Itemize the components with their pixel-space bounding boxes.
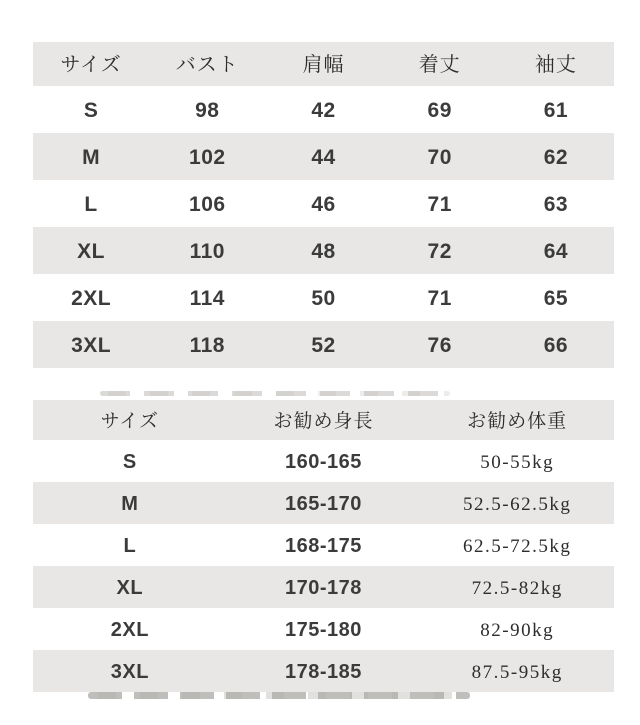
height-range: 160-165 — [285, 451, 362, 473]
height-range: 168-175 — [285, 535, 362, 557]
measurement-table-header-row — [33, 42, 614, 86]
table-row-2xl — [33, 608, 614, 650]
column-header-length: 着丈 — [418, 54, 461, 76]
shoulder-value: 46 — [311, 193, 336, 216]
shoulder-value: 42 — [311, 99, 336, 122]
size-label: S — [83, 99, 99, 122]
bust-value: 102 — [189, 146, 226, 169]
size-label: 2XL — [71, 287, 112, 310]
column-header-size: サイズ — [60, 54, 122, 76]
length-value: 71 — [427, 287, 452, 310]
table-row-m — [33, 482, 614, 524]
height-range: 175-180 — [285, 619, 362, 641]
bust-value: 110 — [189, 240, 225, 263]
sleeve-value: 64 — [543, 240, 569, 263]
weight-range: 72.5-82kg — [471, 577, 563, 599]
column-header-recommended-height: お勧め身長 — [273, 410, 374, 432]
measurement-table — [33, 42, 614, 368]
height-range: 165-170 — [285, 493, 362, 515]
table-row-3xl — [33, 321, 614, 368]
size-label: L — [84, 193, 98, 216]
weight-range: 82-90kg — [480, 619, 555, 641]
table-row-2xl — [33, 274, 614, 321]
table-row-s — [33, 440, 614, 482]
column-header-sleeve: 袖丈 — [534, 54, 577, 76]
shoulder-value: 50 — [311, 287, 336, 310]
sleeve-value: 61 — [543, 99, 569, 122]
bust-value: 118 — [189, 334, 225, 357]
column-header-recommended-weight: お勧め体重 — [467, 410, 568, 432]
torn-paper-edge-bottom — [88, 692, 470, 699]
length-value: 71 — [427, 193, 452, 216]
height-range: 178-185 — [285, 661, 362, 683]
size-label: 3XL — [71, 334, 112, 357]
bust-value: 114 — [189, 287, 225, 310]
length-value: 69 — [427, 99, 452, 122]
sleeve-value: 62 — [543, 146, 569, 169]
sleeve-value: 65 — [543, 287, 569, 310]
size-label: S — [122, 451, 137, 473]
recommendation-table-header-row — [33, 400, 614, 440]
table-row-xl — [33, 227, 614, 274]
recommendation-table — [33, 400, 614, 692]
size-label: XL — [77, 240, 106, 263]
length-value: 70 — [427, 146, 452, 169]
length-value: 72 — [427, 240, 452, 263]
height-range: 170-178 — [285, 577, 362, 599]
bust-value: 106 — [189, 193, 226, 216]
table-row-3xl — [33, 650, 614, 692]
size-label: M — [82, 146, 101, 169]
weight-range: 87.5-95kg — [471, 661, 563, 683]
weight-range: 52.5-62.5kg — [463, 493, 572, 515]
table-row-l — [33, 180, 614, 227]
weight-range: 62.5-72.5kg — [463, 535, 572, 557]
torn-paper-edge-middle — [100, 391, 450, 396]
column-header-bust: バスト — [175, 54, 239, 76]
column-header-shoulder: 肩幅 — [302, 54, 345, 76]
size-label: M — [121, 493, 139, 515]
size-label: XL — [116, 577, 144, 599]
size-label: 2XL — [110, 619, 149, 641]
table-row-s — [33, 86, 614, 133]
size-label: L — [123, 535, 137, 557]
table-row-l — [33, 524, 614, 566]
bust-value: 98 — [195, 99, 220, 122]
sleeve-value: 66 — [543, 334, 569, 357]
length-value: 76 — [427, 334, 452, 357]
table-row-m — [33, 133, 614, 180]
weight-range: 50-55kg — [480, 451, 555, 473]
column-header-size: サイズ — [100, 410, 160, 432]
size-label: 3XL — [110, 661, 149, 683]
shoulder-value: 44 — [311, 146, 336, 169]
sleeve-value: 63 — [543, 193, 569, 216]
table-row-xl — [33, 566, 614, 608]
shoulder-value: 48 — [311, 240, 336, 263]
shoulder-value: 52 — [311, 334, 336, 357]
